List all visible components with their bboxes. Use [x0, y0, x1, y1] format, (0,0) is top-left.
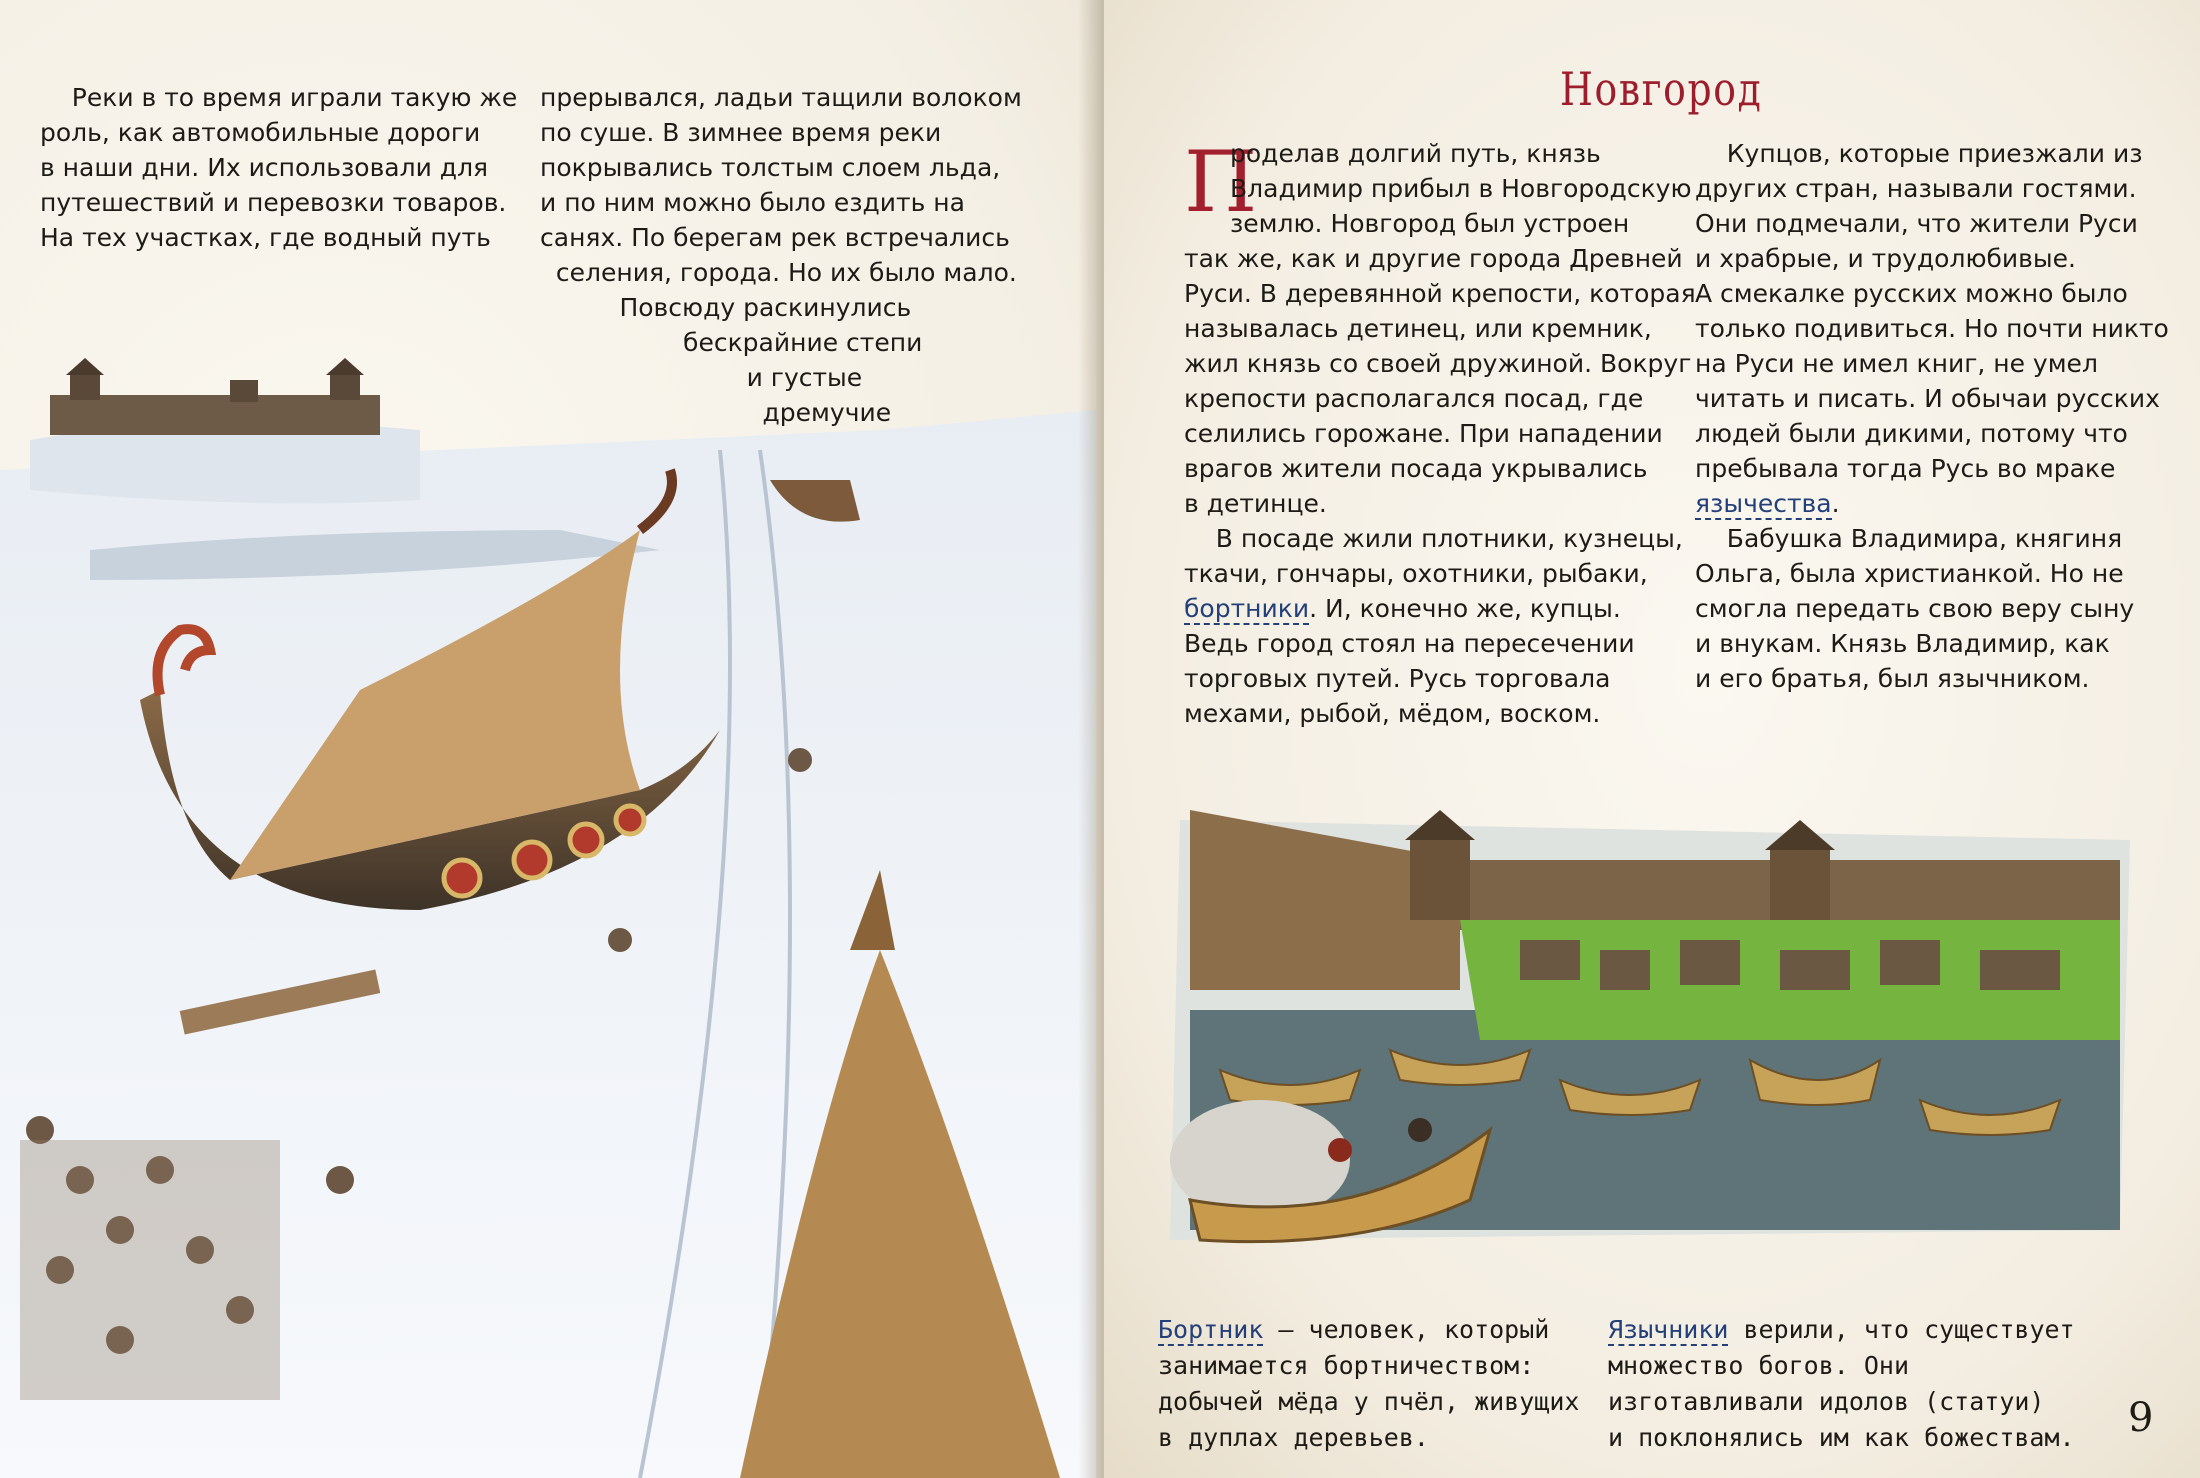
text-line: роделав долгий путь, князь — [1230, 139, 1601, 168]
right-column-1-tail — [1184, 626, 1635, 731]
right-column-2 — [1695, 136, 2169, 486]
text-line: называлась детинец, или кремник, — [1184, 314, 1652, 343]
gloss-term-yazychniki[interactable]: Язычники — [1608, 1315, 1729, 1344]
term-line-rest: . И, конечно же, купцы. — [1309, 594, 1621, 623]
text-line: людей были дикими, потому что — [1695, 419, 2128, 448]
text-line: Реки в то время играли такую же — [40, 83, 518, 112]
text-line: Ольга, была христианкой. Но не — [1695, 559, 2124, 588]
gloss2-lines — [1608, 1348, 2075, 1456]
right-column-1-opening — [1230, 136, 1692, 241]
text-line: в детинце. — [1184, 489, 1327, 518]
right-column-1-term-line — [1184, 591, 1621, 626]
gloss-line: добычей мёда у пчёл, живущих — [1158, 1387, 1580, 1416]
text-line: Бабушка Владимира, княгиня — [1695, 524, 2123, 553]
drop-cap: П — [1184, 133, 1258, 231]
glossary-bortnik — [1158, 1312, 1579, 1456]
text-line: пребывала тогда Русь во мраке — [1695, 454, 2116, 483]
text-line: Купцов, которые приезжали из — [1695, 139, 2143, 168]
text-line: только подивиться. Но почти никто — [1695, 314, 2169, 343]
text-line: мехами, рыбой, мёдом, воском. — [1184, 699, 1601, 728]
text-line: Повсюду раскинулись — [540, 293, 912, 322]
right-column-2-tail — [1695, 521, 2134, 696]
text-line: других стран, называли гостями. — [1695, 174, 2137, 203]
text-line: Они подмечали, что жители Руси — [1695, 209, 2138, 238]
section-title: Новгород — [1560, 62, 1763, 116]
text-line: Ведь город стоял на пересечении — [1184, 629, 1635, 658]
right-column-2-term-line — [1695, 486, 1840, 521]
page-number: 9 — [2128, 1395, 2154, 1441]
text-line: А смекалке русских можно было — [1695, 279, 2128, 308]
novgorod-harbor-illustration — [1160, 800, 2150, 1260]
gloss-line: и поклонялись им как божествам. — [1608, 1423, 2075, 1452]
gloss1-lines — [1158, 1348, 1579, 1456]
text-line: путешествий и перевозки товаров. — [40, 188, 507, 217]
text-line: покрывались толстым слоем льда, — [540, 153, 1001, 182]
gloss1-first-line: — человек, который — [1263, 1315, 1550, 1344]
text-line: и его братья, был язычником. — [1695, 664, 2090, 693]
text-line: и внукам. Князь Владимир, как — [1695, 629, 2110, 658]
text-line: селились горожане. При нападении — [1184, 419, 1663, 448]
gloss-line: множество богов. Они — [1608, 1351, 1910, 1380]
text-line: ткачи, гончары, охотники, рыбаки, — [1184, 559, 1648, 588]
text-line: крепости располагался посад, где — [1184, 384, 1644, 413]
left-page — [0, 0, 1096, 1478]
term-yazychestvo[interactable]: язычества — [1695, 489, 1832, 518]
text-line: и по ним можно было ездить на — [540, 188, 965, 217]
gloss-term-bortnik[interactable]: Бортник — [1158, 1315, 1264, 1344]
text-line: землю. Новгород был устроен — [1230, 209, 1630, 238]
text-line: На тех участках, где водный путь — [40, 223, 491, 252]
text-line: смогла передать свою веру сыну — [1695, 594, 2135, 623]
gloss-line: изготавливали идолов (статуи) — [1608, 1387, 2045, 1416]
right-column-1 — [1184, 241, 1696, 591]
text-line: на Руси не имел книг, не умел — [1695, 349, 2098, 378]
distant-fortress — [30, 358, 420, 503]
glossary-yazychniki — [1608, 1312, 2075, 1456]
text-line: санях. По берегам рек встречались — [540, 223, 1010, 252]
text-line: селения, города. Но их было мало. — [540, 258, 1017, 287]
text-line: жил князь со своей дружиной. Вокруг — [1184, 349, 1692, 378]
text-line: Руси. В деревянной крепости, которая — [1184, 279, 1696, 308]
text-line: бескрайние степи — [540, 328, 923, 357]
text-line: дремучие — [540, 398, 892, 427]
term-bortniki[interactable]: бортники — [1184, 594, 1310, 623]
text-line: Владимир прибыл в Новгородскую — [1230, 174, 1692, 203]
text-line: В посаде жили плотники, кузнецы, — [1184, 524, 1683, 553]
text-line: по суше. В зимнее время реки — [540, 118, 942, 147]
text-line: так же, как и другие города Древней — [1184, 244, 1683, 273]
term-end: . — [1831, 489, 1840, 518]
text-line: читать и писать. И обычаи русских — [1695, 384, 2160, 413]
text-line: прерывался, ладьи тащили волоком — [540, 83, 1022, 112]
text-line: и густые — [540, 363, 863, 392]
text-line: врагов жители посада укрывались — [1184, 454, 1648, 483]
text-line: роль, как автомобильные дороги — [40, 118, 481, 147]
winter-portage-illustration — [0, 350, 1096, 1478]
left-column-1 — [40, 80, 517, 255]
gloss2-first-line: верили, что существует — [1728, 1315, 2075, 1344]
text-line: в наши дни. Их использовали для — [40, 153, 489, 182]
gloss-line: в дуплах деревьев. — [1158, 1423, 1429, 1452]
text-line: и храбрые, и трудолюбивые. — [1695, 244, 2076, 273]
text-line: торговых путей. Русь торговала — [1184, 664, 1611, 693]
gloss-line: занимается бортничеством: — [1158, 1351, 1535, 1380]
